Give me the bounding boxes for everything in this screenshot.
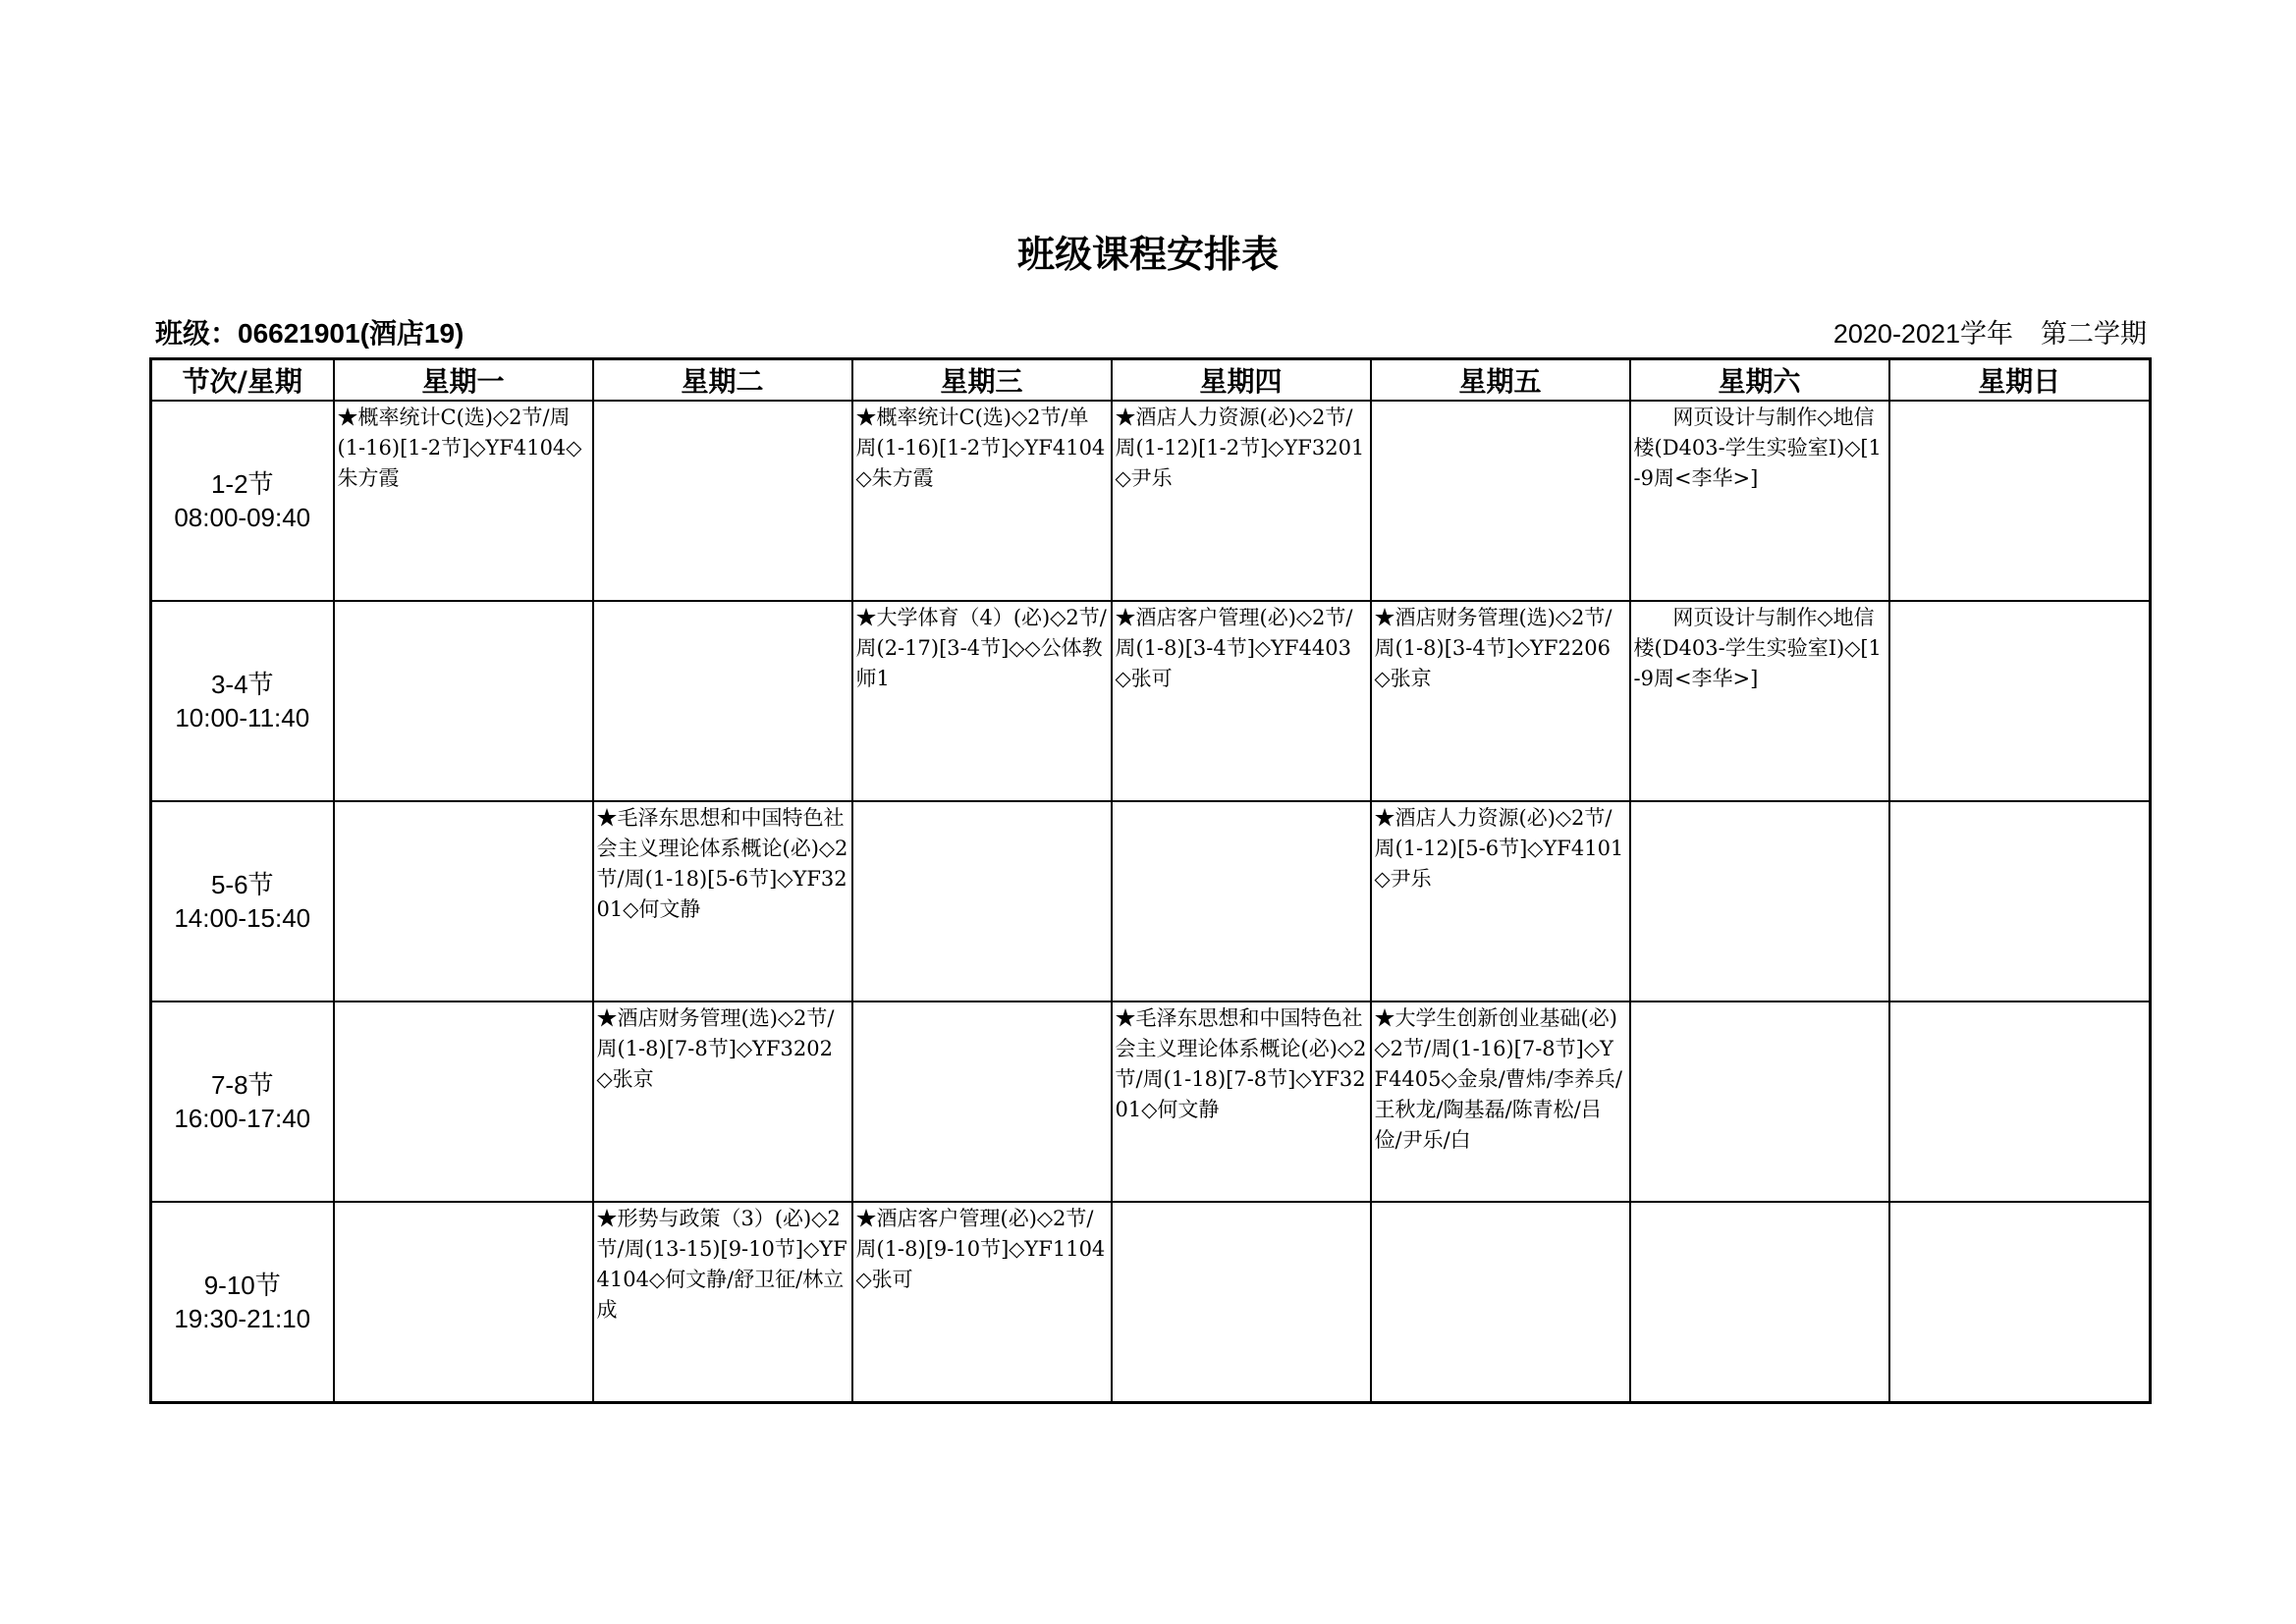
course-entry: ★酒店财务管理(选)◇2节/周(1-8)[3-4节]◇YF2206◇张京: [1374, 606, 1613, 690]
schedule-cell: [1112, 1001, 1371, 1202]
course-entry: ★酒店财务管理(选)◇2节/周(1-8)[7-8节]◇YF3202◇张京: [596, 1006, 835, 1091]
schedule-cell: [593, 601, 852, 801]
period-label: 1-2节: [210, 469, 274, 499]
course-entry: [1890, 602, 2150, 604]
schedule-cell: [1371, 801, 1630, 1001]
period-time: 19:30-21:10: [174, 1304, 311, 1333]
period-cell: [151, 601, 334, 801]
course-entry: [335, 1203, 592, 1205]
course-entry: [1372, 1203, 1629, 1205]
period-time: 08:00-09:40: [174, 503, 311, 532]
schedule-cell: [1630, 1001, 1889, 1202]
schedule-cell: [334, 1202, 593, 1403]
course-entry: ★毛泽东思想和中国特色社会主义理论体系概论(必)◇2节/周(1-18)[5-6节]◇YF3201◇何文静: [596, 806, 848, 921]
schedule-cell: [1112, 601, 1371, 801]
schedule-cell: [852, 401, 1112, 601]
schedule-cell: [1630, 1202, 1889, 1403]
course-entry: [335, 1002, 592, 1004]
schedule-cell: [334, 1001, 593, 1202]
period-label: 3-4节: [210, 670, 274, 699]
period-cell: [151, 401, 334, 601]
course-entry: [853, 802, 1111, 804]
course-entry: [1113, 1203, 1370, 1205]
schedule-cell: [852, 801, 1112, 1001]
schedule-cell: [334, 601, 593, 801]
course-entry: ★酒店客户管理(必)◇2节/周(1-8)[3-4节]◇YF4403◇张可: [1115, 606, 1353, 690]
table-row: [151, 601, 2151, 801]
course-entry: [1113, 802, 1370, 804]
table-row: [151, 401, 2151, 601]
schedule-cell: [1112, 801, 1371, 1001]
header-row: [151, 359, 2151, 402]
period-time: 14:00-15:40: [174, 903, 311, 933]
semester: 第二学期: [2041, 319, 2147, 349]
course-entry: ★大学体育（4）(必)◇2节/周(2-17)[3-4节]◇◇公体教师1: [855, 606, 1107, 690]
course-entry: ★毛泽东思想和中国特色社会主义理论体系概论(必)◇2节/周(1-18)[7-8节]◇YF3201◇何文静: [1115, 1006, 1367, 1121]
period-cell: [151, 1202, 334, 1403]
table-row: [151, 1202, 2151, 1403]
schedule-cell: [852, 601, 1112, 801]
course-entry: 网页设计与制作◇地信楼(D403-学生实验室Ⅰ)◇[1-9周<李华>]: [1633, 406, 1882, 490]
header-day-fri: 星期五: [1371, 359, 1630, 402]
class-label: 班级：06621901(酒店19): [155, 318, 465, 349]
course-entry: [1372, 402, 1629, 404]
schedule-cell: [852, 1202, 1112, 1403]
schedule-table: [149, 357, 2152, 1404]
period-label: 5-6节: [210, 870, 274, 899]
header-day-sat: 星期六: [1630, 359, 1889, 402]
schedule-cell: [334, 801, 593, 1001]
schedule-cell: [593, 1001, 852, 1202]
course-entry: [1890, 802, 2150, 804]
table-row: [151, 801, 2151, 1001]
header-day-tue: 星期二: [593, 359, 852, 402]
period-cell: [151, 1001, 334, 1202]
schedule-cell: [1112, 401, 1371, 601]
term-label: [1833, 312, 2147, 351]
course-entry: ★酒店人力资源(必)◇2节/周(1-12)[5-6节]◇YF4101◇尹乐: [1374, 806, 1624, 891]
course-entry: [594, 402, 851, 404]
course-entry: [1890, 1203, 2150, 1205]
schedule-cell: [593, 801, 852, 1001]
schedule-cell: [1630, 601, 1889, 801]
schedule-cell: [1889, 601, 2151, 801]
schedule-cell: [593, 1202, 852, 1403]
schedule-cell: [1889, 401, 2151, 601]
course-entry: ★酒店人力资源(必)◇2节/周(1-12)[1-2节]◇YF3201◇尹乐: [1115, 406, 1365, 490]
period-label: 7-8节: [210, 1070, 274, 1100]
schedule-cell: [593, 401, 852, 601]
period-time: 10:00-11:40: [175, 703, 310, 732]
period-label: 9-10节: [203, 1271, 281, 1300]
schedule-cell: [1889, 1001, 2151, 1202]
schedule-cell: [852, 1001, 1112, 1202]
course-entry: 网页设计与制作◇地信楼(D403-学生实验室Ⅰ)◇[1-9周<李华>]: [1633, 606, 1882, 690]
header-day-wed: 星期三: [852, 359, 1112, 402]
schedule-cell: [1630, 401, 1889, 601]
course-entry: [1631, 802, 1888, 804]
header-corner: 节次/星期: [151, 359, 334, 402]
schedule-cell: [1889, 801, 2151, 1001]
schedule-cell: [1371, 401, 1630, 601]
academic-year: 2020-2021学年: [1832, 319, 2013, 349]
course-entry: ★概率统计C(选)◇2节/周(1-16)[1-2节]◇YF4104◇朱方霞: [337, 406, 582, 490]
period-time: 16:00-17:40: [174, 1104, 311, 1133]
course-entry: ★概率统计C(选)◇2节/单周(1-16)[1-2节]◇YF4104◇朱方霞: [855, 406, 1106, 490]
schedule-cell: [1630, 801, 1889, 1001]
schedule-cell: [1371, 1001, 1630, 1202]
course-entry: [594, 602, 851, 604]
course-entry: ★形势与政策（3）(必)◇2节/周(13-15)[9-10节]◇YF4104◇何文静/舒卫征/林立成: [596, 1207, 847, 1322]
schedule-cell: [334, 401, 593, 601]
course-entry: ★酒店客户管理(必)◇2节/周(1-8)[9-10节]◇YF1104◇张可: [855, 1207, 1106, 1291]
course-entry: ★大学生创新创业基础(必)◇2节/周(1-16)[7-8节]◇YF4405◇金泉/曹炜/李养兵/王秋龙/陶基磊/陈青松/吕俭/尹乐/白: [1374, 1006, 1622, 1152]
course-entry: [1631, 1002, 1888, 1004]
header-day-thu: 星期四: [1112, 359, 1371, 402]
course-entry: [1631, 1203, 1888, 1205]
schedule-cell: [1889, 1202, 2151, 1403]
header-day-mon: 星期一: [334, 359, 593, 402]
schedule-cell: [1371, 601, 1630, 801]
header-day-sun: 星期日: [1889, 359, 2151, 402]
course-entry: [853, 1002, 1111, 1004]
course-entry: [335, 802, 592, 804]
course-entry: [1890, 1002, 2150, 1004]
schedule-cell: [1371, 1202, 1630, 1403]
schedule-cell: [1112, 1202, 1371, 1403]
table-row: [151, 1001, 2151, 1202]
course-entry: [335, 602, 592, 604]
course-entry: [1890, 402, 2150, 404]
period-cell: [151, 801, 334, 1001]
page-title: 班级课程安排表: [1016, 233, 1279, 276]
